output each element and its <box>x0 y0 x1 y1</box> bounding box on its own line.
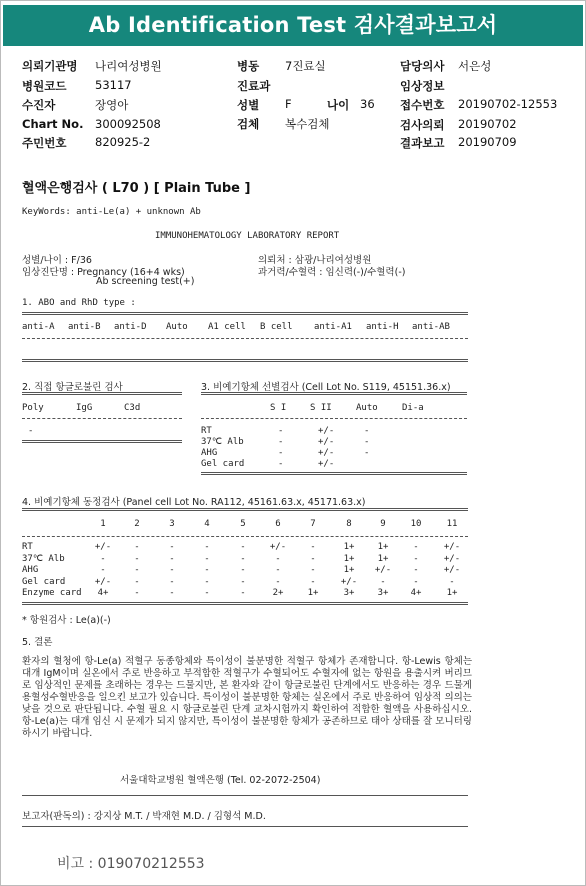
panel-cell: - <box>134 542 140 552</box>
panel-cell: - <box>204 588 210 598</box>
panel-cell: - <box>240 542 246 552</box>
screen-bottom-rule <box>201 472 467 475</box>
screen-row-label: RT <box>201 426 212 436</box>
panel-cell: - <box>413 542 419 552</box>
code-label: 병원코드 <box>22 79 67 93</box>
panel-cell: - <box>204 553 210 564</box>
accession-value: 20190702-12553 <box>458 97 558 111</box>
keywords: KeyWords: anti-Le(a) + unknown Ab <box>22 207 201 217</box>
rrn-label: 주민번호 <box>22 136 67 150</box>
abo-column-header: anti-H <box>366 322 399 332</box>
panel-column-header: 2 <box>134 519 140 529</box>
panel-column-header: 9 <box>380 519 386 529</box>
panel-cell: - <box>204 542 210 552</box>
panel-row-label: 37℃ Alb <box>22 553 65 564</box>
panel-column-header: 3 <box>169 519 175 529</box>
panel-cell: 1+ <box>377 542 389 552</box>
panel-cell: - <box>134 588 140 598</box>
dat-value: - <box>28 426 34 436</box>
panel-cell: - <box>310 553 316 564</box>
panel-cell: - <box>240 588 246 598</box>
request-label: 검사의뢰 <box>400 118 445 132</box>
screen-row-label: 37℃ Alb <box>201 437 244 447</box>
panel-column-header: 8 <box>346 519 352 529</box>
panel-title: 4. 비예기항체 동정검사 (Panel cell Lot No. RA112, 45161.63.x, 45171.63.x) <box>22 497 366 508</box>
panel-cell: - <box>275 576 281 587</box>
panel-column-header: 6 <box>275 519 281 529</box>
panel-row-label: Enzyme card <box>22 588 82 598</box>
panel-cell: 2+ <box>272 588 284 598</box>
panel-column-header: 4 <box>204 519 210 529</box>
panel-column-header: 5 <box>240 519 246 529</box>
panel-cell: 3+ <box>377 588 389 598</box>
screen-cell: - <box>278 426 284 436</box>
panel-row-label: AHG <box>22 565 39 575</box>
patient-label: 수진자 <box>22 98 56 112</box>
panel-cell: 4+ <box>410 588 422 598</box>
panel-cell: +/- <box>443 542 461 552</box>
dat-column-header: C3d <box>124 403 141 413</box>
conclusion-text: 환자의 혈청에 항-Le(a) 적혈구 동종항체와 특이성이 불분명한 적혈구 항체가 존재합니다. 항-Lewis 항체는 대개 IgM이며 실온에서 주로 반응하고 부적합한 적혈구가 수혈되어도 수혈자에 없는 항원을 용출시켜 버리므로 임상적인 문제를 초래하는 경우는 드물지만, 본 환자와 같이 항글로불린 단계에서도 반응하는 경우 드물게 용혈성수혈반응을 일으킨 보고가 있습니다. 특이성이 불분명한 항체는 실온에서 주로 반응하여 임상적 의의는 낮을 것으로 판단됩니다. 수혈 필요 시 항글로불린 단계 교차시험까지 확인하여 적합한 혈액을 사용하십시오. 항-Le(a)는 대개 임신 시 문제가 되지 않지만, 특이성이 불분명한 항체가 공존하므로 태아 상태를 잘 모니터링 하시기 바랍니다. <box>22 656 472 739</box>
clinical-diagnosis: 임상진단명 : Pregnancy (16+4 wks) <box>22 267 185 278</box>
screen-column-header: Auto <box>356 403 378 413</box>
dat-top-rule <box>22 392 182 395</box>
panel-cell: 3+ <box>343 588 355 598</box>
screen-cell: - <box>364 448 370 458</box>
panel-cell: - <box>240 576 246 587</box>
panel-mid-rule <box>22 536 468 537</box>
panel-row-label: Gel card <box>22 576 66 587</box>
panel-cell: - <box>275 553 281 564</box>
panel-cell: +/- <box>269 542 287 552</box>
panel-cell: - <box>100 565 106 575</box>
referrer: 의뢰처 : 삼광/나리여성병원 <box>258 255 372 266</box>
panel-cell: 1+ <box>377 553 389 564</box>
panel-cell: +/- <box>374 565 392 575</box>
screen-row-label: Gel card <box>201 459 245 469</box>
reporter-top-rule <box>22 795 468 796</box>
screen-cell: - <box>278 448 284 458</box>
panel-cell: 1+ <box>343 565 355 575</box>
panel-row-label: RT <box>22 542 33 552</box>
signature-line: 서울대학교병원 혈액은행 (Tel. 02-2072-2504) <box>120 775 321 786</box>
reporter-bottom-rule <box>22 826 468 827</box>
code-value: 53117 <box>95 78 132 92</box>
panel-cell: +/- <box>443 553 461 564</box>
screen-cell: +/- <box>318 437 335 447</box>
rrn-value: 820925-2 <box>95 135 151 149</box>
panel-cell: - <box>169 542 175 552</box>
report-date-label: 결과보고 <box>400 136 445 150</box>
section-title: 혈액은행검사 ( L70 ) [ Plain Tube ] <box>22 181 251 196</box>
abo-mid-rule <box>22 338 468 339</box>
age-value: 36 <box>360 97 375 111</box>
hospital-label: 의뢰기관명 <box>22 59 78 73</box>
panel-cell: 4+ <box>97 588 109 598</box>
panel-cell: - <box>275 565 281 575</box>
abo-column-header: anti-A <box>22 322 55 332</box>
age-label: 나이 <box>327 98 350 112</box>
note: 비고 : 019070212553 <box>57 856 205 872</box>
panel-cell: - <box>169 565 175 575</box>
abo-column-header: Auto <box>166 322 188 332</box>
panel-cell: - <box>100 553 106 564</box>
dat-column-header: IgG <box>76 403 93 413</box>
specimen-value: 복수검체 <box>285 117 330 131</box>
panel-cell: +/- <box>340 576 358 587</box>
report-date-value: 20190709 <box>458 135 517 149</box>
panel-cell: +/- <box>94 542 112 552</box>
panel-cell: 1+ <box>446 588 458 598</box>
panel-cell: - <box>413 565 419 575</box>
screen-column-header: S I <box>270 403 287 413</box>
panel-cell: - <box>169 588 175 598</box>
screen-cell: +/- <box>318 448 335 458</box>
specimen-label: 검체 <box>237 117 260 131</box>
panel-cell: - <box>449 576 455 587</box>
panel-cell: - <box>169 576 175 587</box>
panel-cell: +/- <box>94 576 112 587</box>
abo-column-header: anti-D <box>114 322 147 332</box>
panel-cell: - <box>310 542 316 552</box>
screen-column-header: Di-a <box>402 403 424 413</box>
sex-value: F <box>285 97 292 111</box>
abo-column-header: anti-A1 <box>314 322 352 332</box>
ward-value: 7진료실 <box>285 59 326 73</box>
dat-column-header: Poly <box>22 403 44 413</box>
patient-value: 장영아 <box>95 98 129 112</box>
dat-mid-rule <box>22 418 182 419</box>
screen-row-label: AHG <box>201 448 218 458</box>
screen-cell: - <box>364 437 370 447</box>
dept-label: 진료과 <box>237 79 271 93</box>
panel-cell: - <box>310 565 316 575</box>
panel-cell: - <box>413 553 419 564</box>
screen-cell: - <box>278 459 284 469</box>
panel-cell: - <box>204 565 210 575</box>
screen-top-rule <box>201 392 467 395</box>
panel-cell: - <box>240 553 246 564</box>
panel-bottom-rule <box>22 602 468 605</box>
screen-cell: - <box>278 437 284 447</box>
doctor-label: 담당의사 <box>400 59 445 73</box>
abo-title: 1. ABO and RhD type : <box>22 298 136 308</box>
screen-cell: +/- <box>318 459 335 469</box>
panel-cell: - <box>380 576 386 587</box>
abo-column-header: anti-B <box>68 322 101 332</box>
lab-report-title: IMMUNOHEMATOLOGY LABORATORY REPORT <box>155 231 340 241</box>
accession-label: 접수번호 <box>400 98 445 112</box>
panel-cell: +/- <box>443 565 461 575</box>
panel-cell: - <box>134 576 140 587</box>
dat-bottom-rule <box>22 440 182 443</box>
ward-label: 병동 <box>237 59 260 73</box>
panel-cell: 1+ <box>343 553 355 564</box>
panel-cell: - <box>240 565 246 575</box>
panel-cell: - <box>310 576 316 587</box>
panel-cell: - <box>134 565 140 575</box>
clinical-diagnosis-2: Ab screening test(+) <box>96 276 195 287</box>
conclusion-title: 5. 결론 <box>22 637 53 648</box>
panel-column-header: 10 <box>410 519 422 529</box>
chart-label: Chart No. <box>22 117 84 131</box>
panel-column-header: 11 <box>446 519 458 529</box>
patient-sex-age: 성별/나이 : F/36 <box>22 255 92 266</box>
panel-top-rule <box>22 508 468 511</box>
screen-column-header: S II <box>310 403 332 413</box>
panel-cell: - <box>169 553 175 564</box>
abo-top-rule <box>22 312 468 315</box>
report-title: Ab Identification Test 검사결과보고서 <box>3 5 583 46</box>
panel-cell: - <box>204 576 210 587</box>
panel-cell: 1+ <box>307 588 319 598</box>
chart-value: 300092508 <box>95 117 161 131</box>
antigen-test: * 항원검사 : Le(a)(-) <box>22 615 111 626</box>
doctor-value: 서은성 <box>458 59 492 73</box>
abo-column-header: anti-AB <box>412 322 450 332</box>
screen-mid-rule <box>201 418 467 419</box>
reporters: 보고자(판독의) : 강지상 M.T. / 박재현 M.D. / 김형석 M.D. <box>22 811 266 822</box>
hospital-value: 나리여성병원 <box>95 59 162 73</box>
screen-title: 3. 비예기항체 선별검사 (Cell Lot No. S119, 45151.36.x) <box>201 382 451 393</box>
panel-column-header: 7 <box>310 519 316 529</box>
panel-cell: 1+ <box>343 542 355 552</box>
panel-cell: - <box>134 553 140 564</box>
sex-label: 성별 <box>237 98 260 112</box>
abo-column-header: B cell <box>260 322 293 332</box>
panel-column-header: 1 <box>100 519 106 529</box>
transfusion-history: 과거력/수혈력 : 임신력(-)/수혈력(-) <box>258 267 406 278</box>
abo-column-header: A1 cell <box>208 322 246 332</box>
dat-title: 2. 직접 항글로불린 검사 <box>22 382 123 393</box>
clinical-label: 임상정보 <box>400 79 445 93</box>
screen-cell: +/- <box>318 426 335 436</box>
abo-bottom-rule <box>22 359 468 362</box>
screen-cell: - <box>364 426 370 436</box>
request-value: 20190702 <box>458 117 517 131</box>
panel-cell: - <box>413 576 419 587</box>
